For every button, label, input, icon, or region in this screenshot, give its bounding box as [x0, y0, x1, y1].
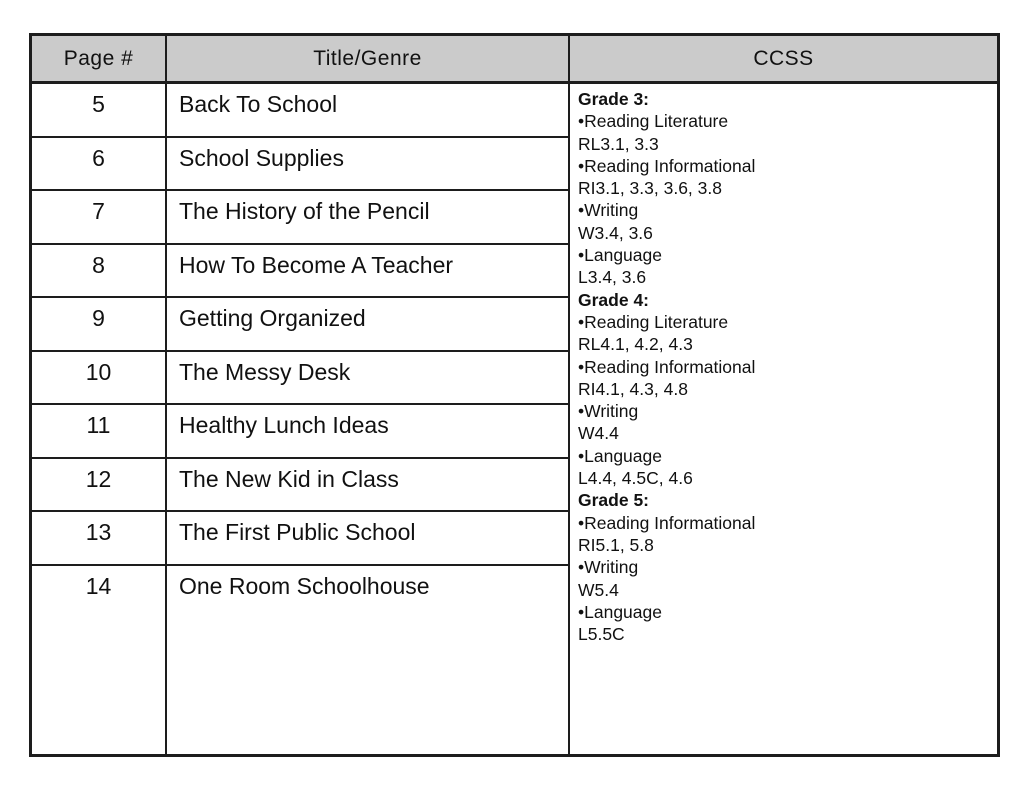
- ccss-line: Grade 4:: [578, 289, 649, 310]
- ccss-line: •Writing: [578, 557, 639, 578]
- ccss-line: L4.4, 4.5C, 4.6: [578, 468, 693, 489]
- ccss-line: Grade 3:: [578, 89, 649, 109]
- ccss-line: •Language: [578, 601, 662, 622]
- title-genre-cell: Getting Organized: [179, 305, 366, 331]
- header-ccss: CCSS: [753, 46, 814, 70]
- page-number-cell: 9: [32, 298, 167, 350]
- page-number-cell: 5: [32, 84, 167, 136]
- ccss-standards-cell: [570, 84, 997, 754]
- title-genre-cell: The Messy Desk: [179, 358, 351, 385]
- page-number-cell: 6: [32, 138, 167, 190]
- table-row: [32, 84, 568, 138]
- table-row: [32, 298, 568, 352]
- table-row: [32, 245, 568, 299]
- ccss-line: •Reading Literature: [578, 311, 729, 332]
- ccss-line: •Language: [578, 445, 662, 466]
- ccss-line: RI4.1, 4.3, 4.8: [578, 378, 688, 399]
- page-number-cell: 14: [32, 566, 167, 755]
- title-genre-cell: Healthy Lunch Ideas: [179, 412, 389, 438]
- ccss-line: RI3.1, 3.3, 3.6, 3.8: [578, 178, 722, 199]
- ccss-line: •Reading Informational: [578, 155, 756, 176]
- page-number-cell: 12: [32, 459, 167, 511]
- table-row: [32, 138, 568, 192]
- toc-rows-area: [32, 84, 570, 754]
- page-number-cell: 10: [32, 352, 167, 404]
- table-row: [32, 459, 568, 513]
- ccss-line: •Writing: [578, 200, 639, 221]
- ccss-line: W5.4: [578, 579, 619, 600]
- title-genre-cell: The New Kid in Class: [179, 465, 399, 492]
- header-page-number: Page #: [32, 36, 167, 81]
- title-genre-cell: School Supplies: [179, 144, 344, 171]
- ccss-line: •Reading Informational: [578, 356, 756, 377]
- table-row: [32, 191, 568, 245]
- page-number-cell: 7: [32, 191, 167, 243]
- ccss-line: W3.4, 3.6: [578, 222, 653, 243]
- title-genre-cell: How To Become A Teacher: [179, 251, 454, 278]
- table-row: [32, 566, 568, 755]
- table-row: [32, 512, 568, 566]
- ccss-line: •Language: [578, 245, 662, 266]
- title-genre-cell: The History of the Pencil: [179, 198, 430, 224]
- ccss-line: •Reading Informational: [578, 512, 756, 533]
- ccss-line: •Reading Literature: [578, 111, 729, 132]
- table-row: [32, 352, 568, 406]
- title-genre-cell: The First Public School: [179, 519, 416, 545]
- ccss-line: RL3.1, 3.3: [578, 133, 659, 154]
- ccss-line: L5.5C: [578, 624, 625, 645]
- table-header-row: [32, 36, 997, 84]
- ccss-line: RI5.1, 5.8: [578, 534, 654, 555]
- page-number-cell: 11: [32, 405, 167, 457]
- table-of-contents-table: [29, 33, 1000, 757]
- ccss-line: Grade 5:: [578, 490, 649, 511]
- page-number-cell: 8: [32, 245, 167, 297]
- page-number-cell: 13: [32, 512, 167, 564]
- title-genre-cell: Back To School: [179, 91, 338, 117]
- title-genre-cell: One Room Schoolhouse: [179, 572, 430, 599]
- header-title-genre: Title/Genre: [167, 36, 570, 81]
- ccss-line: •Writing: [578, 401, 639, 422]
- ccss-line: RL4.1, 4.2, 4.3: [578, 334, 693, 355]
- ccss-line: L3.4, 3.6: [578, 267, 647, 288]
- table-row: [32, 405, 568, 459]
- ccss-line: W4.4: [578, 423, 619, 444]
- table-body: [32, 84, 997, 754]
